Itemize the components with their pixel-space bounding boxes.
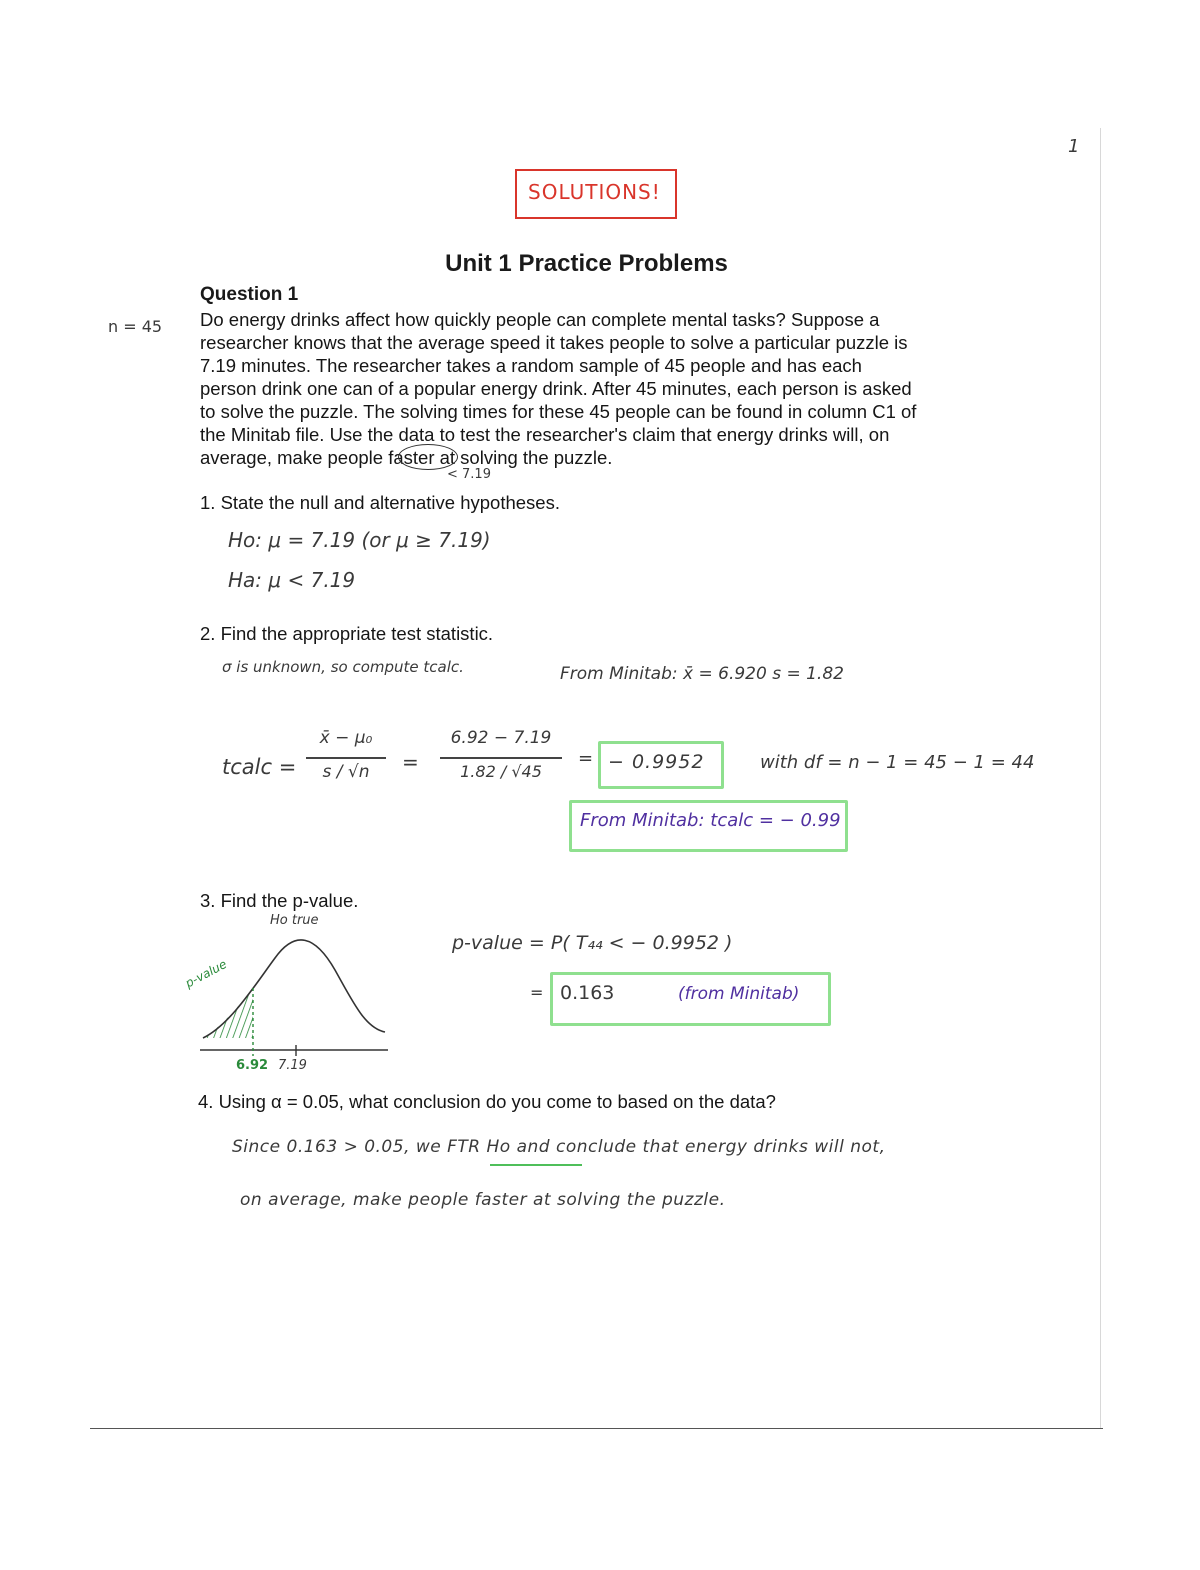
q1-prompt: 1. State the null and alternative hypotheses. [200,492,560,513]
page-title: Unit 1 Practice Problems [445,250,728,277]
paragraph-line: 7.19 minutes. The researcher takes a random sample of 45 people and has each [200,355,862,376]
question-heading: Question 1 [200,284,299,305]
curve-label: Ho true [270,913,319,928]
degrees-of-freedom: with df = n − 1 = 45 − 1 = 44 [760,752,1035,773]
page-bottom-rule [90,1428,1103,1429]
pvalue-source: (from Minitab) [678,984,800,1004]
computed-fraction-bar [440,757,562,759]
faster-note: < 7.19 [447,467,491,482]
ftr-underline [490,1164,582,1166]
pvalue-label: p-value [183,956,230,991]
question-paragraph [200,308,990,469]
q2-note-left: σ is unknown, so compute tcalc. [222,658,464,676]
pvalue-shaded-area [203,988,253,1038]
t-calc-label: tcalc = [222,755,297,779]
scan-edge [1100,128,1101,1428]
paragraph-line: person drink one can of a popular energy drink. After 45 minutes, each person is asked [200,378,912,399]
computed-numerator: 6.92 − 7.19 [450,728,552,748]
solutions-stamp: SOLUTIONS! [528,180,661,204]
equals-sign: = [578,748,594,769]
margin-note-n: n = 45 [108,317,163,336]
formula-denominator: s / √n [322,762,370,782]
t-result: − 0.9952 [608,751,705,773]
pvalue-result: 0.163 [560,982,615,1004]
page-number: 1 [1068,136,1080,157]
minitab-t: From Minitab: tcalc = − 0.99 [580,810,841,831]
q2-prompt: 2. Find the appropriate test statistic. [200,623,494,644]
paragraph-line: researcher knows that the average speed it takes people to solve a particular puzzle is [200,332,908,353]
paragraph-line: to solve the puzzle. The solving times for these 45 people can be found in column C1 of [200,401,917,422]
pvalue-equation: p-value = P( T₄₄ < − 0.9952 ) [452,932,733,954]
paragraph-line: average, make people faster at solving the puzzle. [200,447,613,468]
formula-numerator: x̄ − μ₀ [319,728,373,748]
normal-curve-sketch [195,930,395,1060]
q1-alt-hypothesis: Ha: μ < 7.19 [228,568,356,592]
q4-prompt: 4. Using α = 0.05, what conclusion do you come to based on the data? [198,1091,776,1112]
conclusion-line-2: on average, make people faster at solving the puzzle. [240,1190,726,1210]
paragraph-line: the Minitab file. Use the data to test the researcher's claim that energy drinks will, on [200,424,890,445]
formula-fraction-bar [306,757,386,759]
conclusion-line-1: Since 0.163 > 0.05, we FTR Ho and conclude that energy drinks will not, [232,1137,886,1157]
paragraph-line: Do energy drinks affect how quickly people can complete mental tasks? Suppose a [200,309,880,330]
computed-denominator: 1.82 / √45 [460,762,542,781]
q3-prompt: 3. Find the p-value. [200,890,359,911]
equals-sign: = [530,983,544,1002]
equals-sign: = [402,750,419,774]
q1-null-hypothesis: Ho: μ = 7.19 (or μ ≥ 7.19) [228,528,491,552]
tick-label-mu: 7.19 [278,1058,307,1073]
q2-note-right: From Minitab: x̄ = 6.920 s = 1.82 [560,664,844,684]
tick-label-xbar: 6.92 [236,1058,269,1073]
